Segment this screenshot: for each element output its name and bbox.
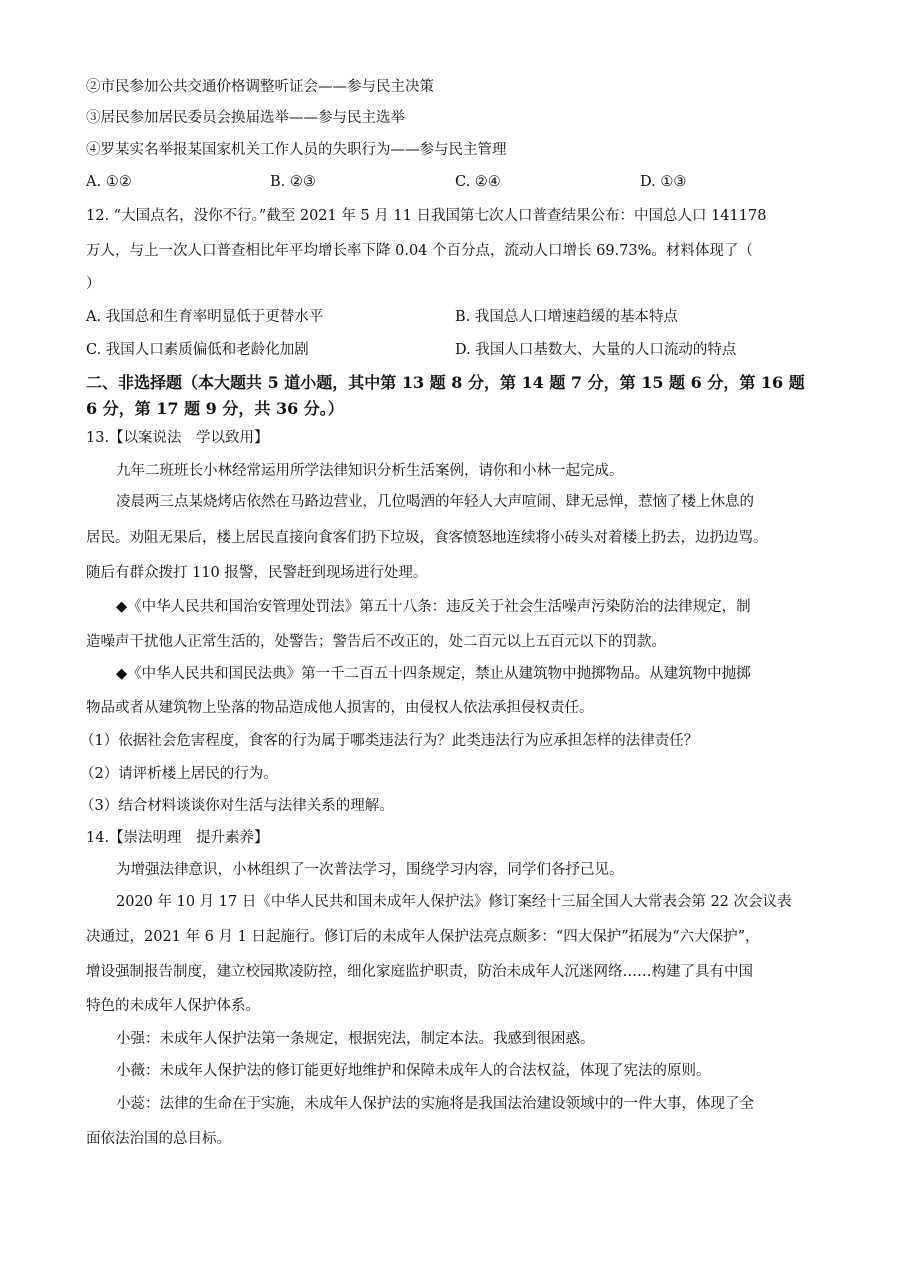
q14-material-line-4: 特色的未成年人保护体系。	[86, 998, 260, 1014]
q12-stem-line-2: 万人，与上一次人口普查相比年平均增长率下降 0.04 个百分点，流动人口增长 69.73%。材料体现了（	[86, 243, 753, 259]
q14-material-line-1: 2020 年 10 月 17 日《中华人民共和国未成年人保护法》修订案经十三届全国人大常表会第 22 次会议表	[116, 894, 792, 910]
q11-statement-2: ②市民参加公共交通价格调整听证会——参与民主决策	[86, 79, 434, 95]
q14-material-line-3: 增设强制报告制度，建立校园欺凌防控，细化家庭监护职责，防治未成年人沉迷网络……构建了具有中国	[86, 964, 753, 980]
q12-choice-d: D. 我国人口基数大、大量的人口流动的特点	[455, 342, 737, 358]
q13-law2-line-2: 物品或者从建筑物上坠落的物品造成他人损害的，由侵权人依法承担侵权责任。	[86, 700, 594, 716]
q14-xiaoqiang-statement: 小强：未成年人保护法第一条规定，根据宪法，制定本法。我感到很困惑。	[116, 1031, 595, 1047]
q11-choice-b: B. ②③	[270, 174, 316, 190]
q14-heading: 14.【崇法明理 提升素养】	[86, 830, 269, 846]
section-2-title-line-1: 二、非选择题（本大题共 5 道小题，其中第 13 题 8 分，第 14 题 7 分，第 15 题 6 分，第 16 题	[86, 373, 805, 392]
q13-question-1: （1）依据社会危害程度，食客的行为属于哪类违法行为？此类违法行为应承担怎样的法律责任？	[80, 733, 699, 749]
q11-choice-a: A. ①②	[86, 174, 132, 190]
q13-heading: 13.【以案说法 学以致用】	[86, 430, 269, 446]
q13-question-2: （2）请评析楼上居民的行为。	[80, 766, 278, 782]
q11-statement-3: ③居民参加居民委员会换届选举——参与民主选举	[86, 110, 405, 126]
q12-choice-b: B. 我国总人口增速趋缓的基本特点	[455, 309, 678, 325]
q13-law1-line-1: ◆《中华人民共和国治安管理处罚法》第五十八条：违反关于社会生活噪声污染防治的法律规定，制	[116, 599, 751, 615]
q11-statement-4: ④罗某实名举报某国家机关工作人员的失职行为——参与民主管理	[86, 142, 507, 158]
q13-question-3: （3）结合材料谈谈你对生活与法律关系的理解。	[80, 798, 394, 814]
q11-choice-c: C. ②④	[455, 174, 501, 190]
q14-xiaorui-statement-line-2: 面依法治国的总目标。	[86, 1131, 231, 1147]
q12-stem-line-3: ）	[86, 276, 101, 292]
q13-intro: 九年二班班长小林经常运用所学法律知识分析生活案例，请你和小林一起完成。	[116, 463, 624, 479]
section-2-title-line-2: 6 分，第 17 题 9 分，共 36 分。）	[86, 399, 344, 418]
q13-law1-line-2: 造噪声干扰他人正常生活的，处警告；警告后不改正的，处二百元以上五百元以下的罚款。	[86, 634, 666, 650]
q14-material-line-2: 决通过，2021 年 6 月 1 日起施行。修订后的未成年人保护法亮点颇多：“四大保护”拓展为“六大保护”，	[86, 929, 760, 945]
q14-intro: 为增强法律意识，小林组织了一次普法学习，围绕学习内容，同学们各抒己见。	[116, 862, 624, 878]
q13-case-line-2: 居民。劝阻无果后，楼上居民直接向食客们扔下垃圾，食客愤怒地连续将小砖头对着楼上扔去，边扔边骂。	[86, 530, 768, 546]
q13-case-line-1: 凌晨两三点某烧烤店依然在马路边营业，几位喝酒的年轻人大声喧闹、肆无忌惮，惹恼了楼上休息的	[116, 494, 754, 510]
q14-xiaorui-statement-line-1: 小蕊：法律的生命在于实施，未成年人保护法的实施将是我国法治建设领域中的一件大事，体现了全	[116, 1096, 754, 1112]
q11-choice-d: D. ①③	[640, 174, 687, 190]
q12-choice-c: C. 我国人口素质偏低和老龄化加剧	[86, 342, 309, 358]
q13-law2-line-1: ◆《中华人民共和国民法典》第一千二百五十四条规定，禁止从建筑物中抛掷物品。从建筑物中抛掷	[116, 666, 751, 682]
q12-choice-a: A. 我国总和生育率明显低于更替水平	[86, 309, 324, 325]
q14-xiaowei-statement: 小薇：未成年人保护法的修订能更好地维护和保障未成年人的合法权益，体现了宪法的原则。	[116, 1063, 711, 1079]
q13-case-line-3: 随后有群众拨打 110 报警，民警赶到现场进行处理。	[86, 565, 428, 581]
q12-stem-line-1: 12. “大国点名，没你不行。”截至 2021 年 5 月 11 日我国第七次人口普查结果公布：中国总人口 141178	[86, 208, 767, 224]
